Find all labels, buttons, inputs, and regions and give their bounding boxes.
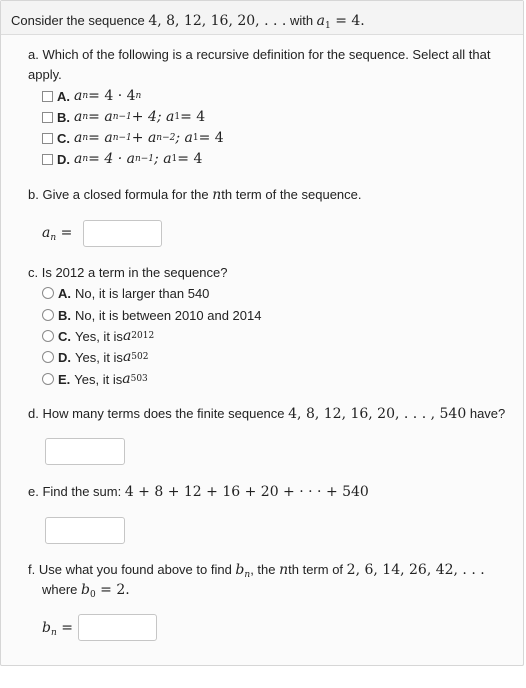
bn-formula-input[interactable] <box>78 614 157 641</box>
option-c-radio-row[interactable]: C. Yes, it is a 2012 <box>42 327 154 345</box>
option-e-radio-row[interactable]: E. Yes, it is a 503 <box>42 370 148 388</box>
closed-formula-input[interactable] <box>83 220 162 247</box>
option-b-radio-row[interactable]: B. No, it is between 2010 and 2014 <box>42 306 261 324</box>
radio-button[interactable] <box>42 309 54 321</box>
checkbox[interactable] <box>42 154 53 165</box>
term-count-input[interactable] <box>45 438 125 465</box>
option-b-checkbox-row[interactable]: B. a n = a n−1 + 4; a 1 = 4 <box>42 108 205 126</box>
part-d-question: d. How many terms does the finite sequence 4, 8, 12, 16, 20, . . . , 540 have? <box>28 406 506 422</box>
part-f-question: f. Use what you found above to find $b_n$, the nth term of 2, 6, 14, 26, 42, . . . <box>28 562 485 580</box>
checkbox[interactable] <box>42 133 53 144</box>
radio-button[interactable] <box>42 330 54 342</box>
sum-input[interactable] <box>45 517 125 544</box>
option-a-radio-row[interactable]: A. No, it is larger than 540 <box>42 284 209 302</box>
intro-text: Consider the sequence 4, 8, 12, 16, 20, . . . with $a_1 = 4$. <box>11 13 365 31</box>
radio-button[interactable] <box>42 351 54 363</box>
part-b-question: b. Give a closed formula for the nth term of the sequence. <box>28 187 362 203</box>
part-b-lhs: $a_n$ = <box>42 225 73 243</box>
radio-button[interactable] <box>42 287 54 299</box>
part-a-question: a. Which of the following is a recursive definition for the sequence. Select all that apply. <box>28 47 491 82</box>
question-header <box>1 1 523 35</box>
option-a-checkbox-row[interactable]: A. a n = 4 · 4 n <box>42 87 141 105</box>
option-d-radio-row[interactable]: D. Yes, it is a 502 <box>42 348 148 366</box>
part-f-question-line2: where $b_0 = 2$. <box>42 582 130 600</box>
part-f-lhs: $b_n$ = <box>42 620 73 638</box>
part-c-question: c. Is 2012 a term in the sequence? <box>28 265 228 280</box>
option-d-checkbox-row[interactable]: D. a n = 4 · a n−1 ; a 1 = 4 <box>42 150 202 168</box>
part-e-question: e. Find the sum: 4 + 8 + 12 + 16 + 20 + · · · + 540 <box>28 484 369 500</box>
option-c-checkbox-row[interactable]: C. a n = a n−1 + a n−2 ; a 1 = 4 <box>42 129 224 147</box>
checkbox[interactable] <box>42 112 53 123</box>
radio-button[interactable] <box>42 373 54 385</box>
checkbox[interactable] <box>42 91 53 102</box>
